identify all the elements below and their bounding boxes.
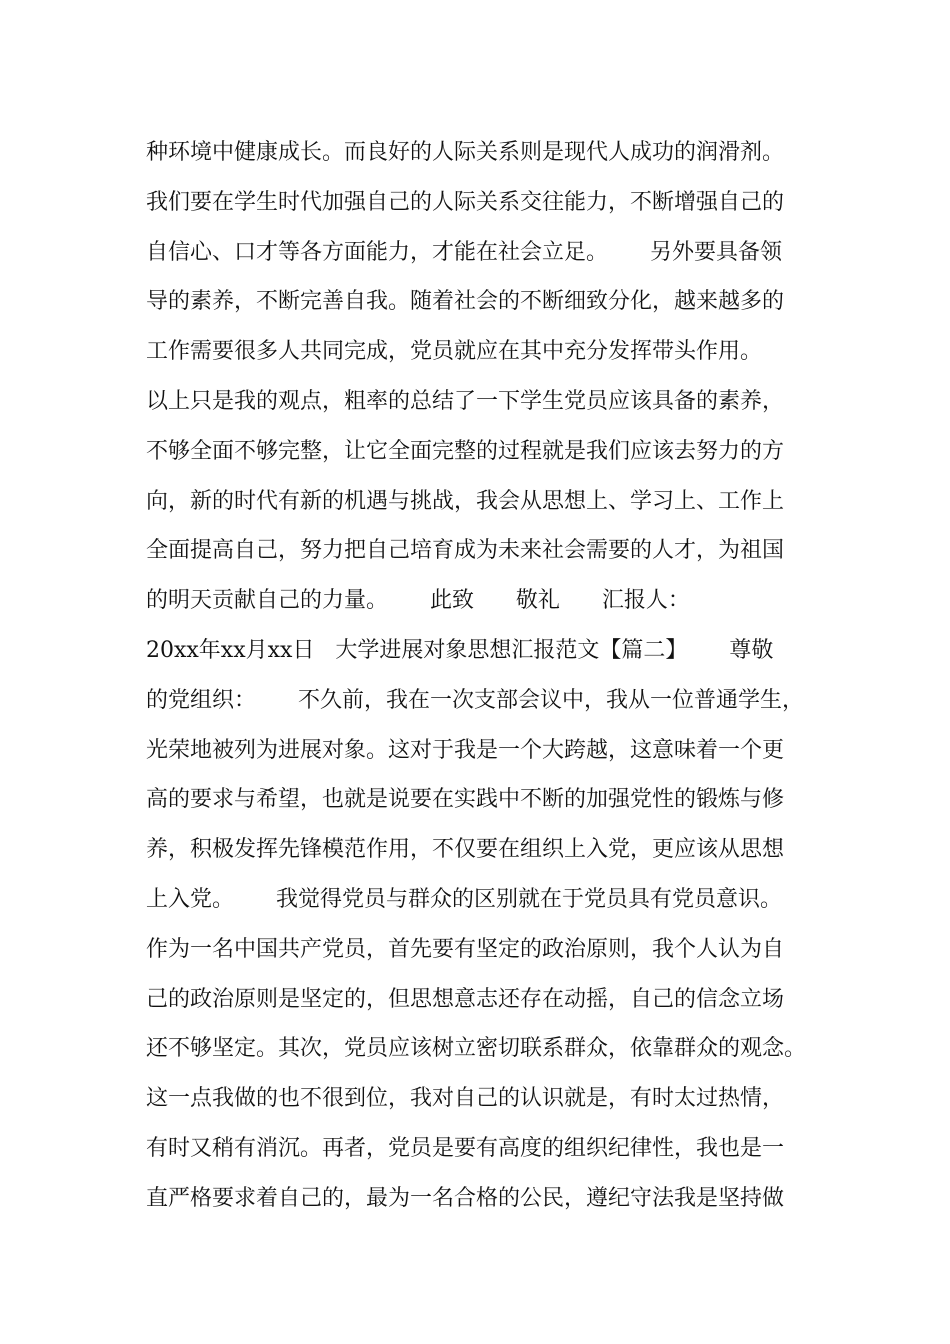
text-line: 直严格要求着自己的，最为一名合格的公民，遵纪守法我是坚持做 — [146, 1185, 785, 1211]
text-line: 这一点我做的也不很到位，我对自己的认识就是，有时太过热情， — [146, 1086, 785, 1112]
text-line: 全面提高自己，努力把自己培育成为未来社会需要的人才，为祖国 — [146, 538, 785, 564]
text-line: 的党组织： 不久前，我在一次支部会议中，我从一位普通学生， — [146, 687, 804, 713]
text-line: 养，积极发挥先锋模范作用，不仅要在组织上入党，更应该从思想 — [146, 837, 785, 863]
text-line: 种环境中健康成长。而良好的人际关系则是现代人成功的润滑剂。 — [146, 140, 785, 165]
text-line: 20xx年xx月xx日 大学进展对象思想汇报范文【篇二】 尊敬 — [146, 637, 774, 663]
text-line: 导的素养，不断完善自我。随着社会的不断细致分化，越来越多的 — [146, 289, 785, 315]
text-line: 高的要求与希望，也就是说要在实践中不断的加强党性的锻炼与修 — [146, 787, 785, 813]
text-line: 我们要在学生时代加强自己的人际关系交往能力，不断增强自己的 — [146, 189, 785, 215]
text-line: 己的政治原则是坚定的，但思想意志还存在动摇，自己的信念立场 — [146, 986, 785, 1012]
text-line: 光荣地被列为进展对象。这对于我是一个大跨越，这意味着一个更 — [146, 737, 785, 763]
text-line: 的明天贡献自己的力量。 此致 敬礼 汇报人： — [146, 588, 690, 614]
text-line: 自信心、口才等各方面能力，才能在社会立足。 另外要具备领 — [146, 239, 782, 265]
text-line: 上入党。 我觉得党员与群众的区别就在于党员具有党员意识。 — [146, 886, 782, 912]
text-line: 以上只是我的观点，粗率的总结了一下学生党员应该具备的素养， — [146, 388, 785, 414]
body-text — [146, 128, 846, 1224]
text-line: 还不够坚定。其次，党员应该树立密切联系群众，依靠群众的观念。 — [146, 1036, 807, 1062]
text-line: 不够全面不够完整，让它全面完整的过程就是我们应该去努力的方 — [146, 438, 785, 464]
text-line: 有时又稍有消沉。再者，党员是要有高度的组织纪律性，我也是一 — [146, 1135, 785, 1161]
text-line: 工作需要很多人共同完成，党员就应在其中充分发挥带头作用。 — [146, 339, 763, 365]
text-line: 向，新的时代有新的机遇与挑战，我会从思想上、学习上、工作上 — [146, 488, 785, 514]
text-line: 作为一名中国共产党员，首先要有坚定的政治原则，我个人认为自 — [146, 936, 785, 962]
